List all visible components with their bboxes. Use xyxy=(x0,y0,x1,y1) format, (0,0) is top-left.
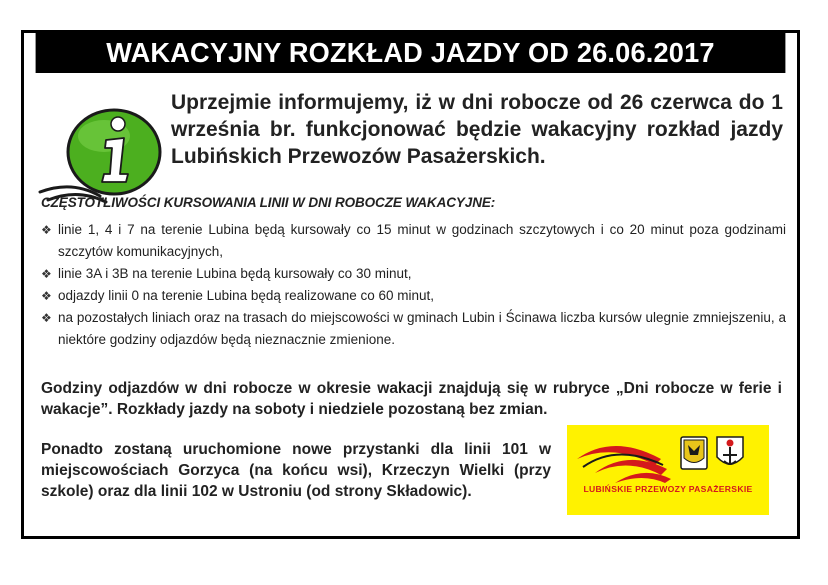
diamond-bullet-icon: ❖ xyxy=(41,311,52,325)
diamond-bullet-icon: ❖ xyxy=(41,289,52,303)
diamond-bullet-icon: ❖ xyxy=(41,267,52,281)
frequency-heading: CZĘSTOTLIWOŚCI KURSOWANIA LINII W DNI ROBOCZE WAKACYJNE: xyxy=(41,195,496,210)
list-item-text: linie 1, 4 i 7 na terenie Lubina będą kursowały co 15 minut w godzinach szczytowych i co 20 minut poza godzinami szczytów komunikacyjnych, xyxy=(58,222,786,259)
company-logo xyxy=(567,425,769,515)
list-item-text: odjazdy linii 0 na terenie Lubina będą realizowane co 60 minut, xyxy=(58,288,434,303)
intro-text: Uprzejmie informujemy, iż w dni robocze od 26 czerwca do 1 września br. funkcjonować będzie wakacyjny rozkład jazdy Lubińskich Przewozów Pasażerskich. xyxy=(171,91,783,168)
diamond-bullet-icon: ❖ xyxy=(41,223,52,237)
list-item xyxy=(41,263,786,285)
list-item xyxy=(41,219,786,263)
coat-of-arms-icon xyxy=(681,437,707,469)
logo-text: LUBIŃSKIE PRZEWOZY PASAŻERSKIE xyxy=(583,484,753,494)
logo-graphic xyxy=(567,425,769,515)
emblem-icon xyxy=(717,437,743,464)
info-icon xyxy=(32,88,180,210)
list-item xyxy=(41,307,786,351)
new-stops-paragraph: Ponadto zostaną uruchomione nowe przystanki dla linii 101 w miejscowościach Gorzyca (na końcu wsi), Krzeczyn Wielki (przy szkole) oraz dla linii 102 w Ustroniu (od strony Składowic). xyxy=(41,441,551,500)
list-item xyxy=(41,285,786,307)
schedule-paragraph: Godziny odjazdów w dni robocze w okresie wakacji znajdują się w rubryce „Dni robocze w ferie i wakacje”. Rozkłady jazdy na soboty i niedziele pozostaną bez zmian. xyxy=(41,380,782,418)
list-item-text: linie 3A i 3B na terenie Lubina będą kursowały co 30 minut, xyxy=(58,266,412,281)
poster-title: WAKACYJNY ROZKŁAD JAZDY OD 26.06.2017 xyxy=(36,33,786,73)
poster xyxy=(21,30,800,539)
frequency-list xyxy=(41,219,786,351)
list-item-text: na pozostałych liniach oraz na trasach do miejscowości w gminach Lubin i Ścinawa liczba kursów ulegnie zmniejszeniu, a niektóre godziny odjazdów będą nieznacznie zmienione. xyxy=(58,310,786,347)
